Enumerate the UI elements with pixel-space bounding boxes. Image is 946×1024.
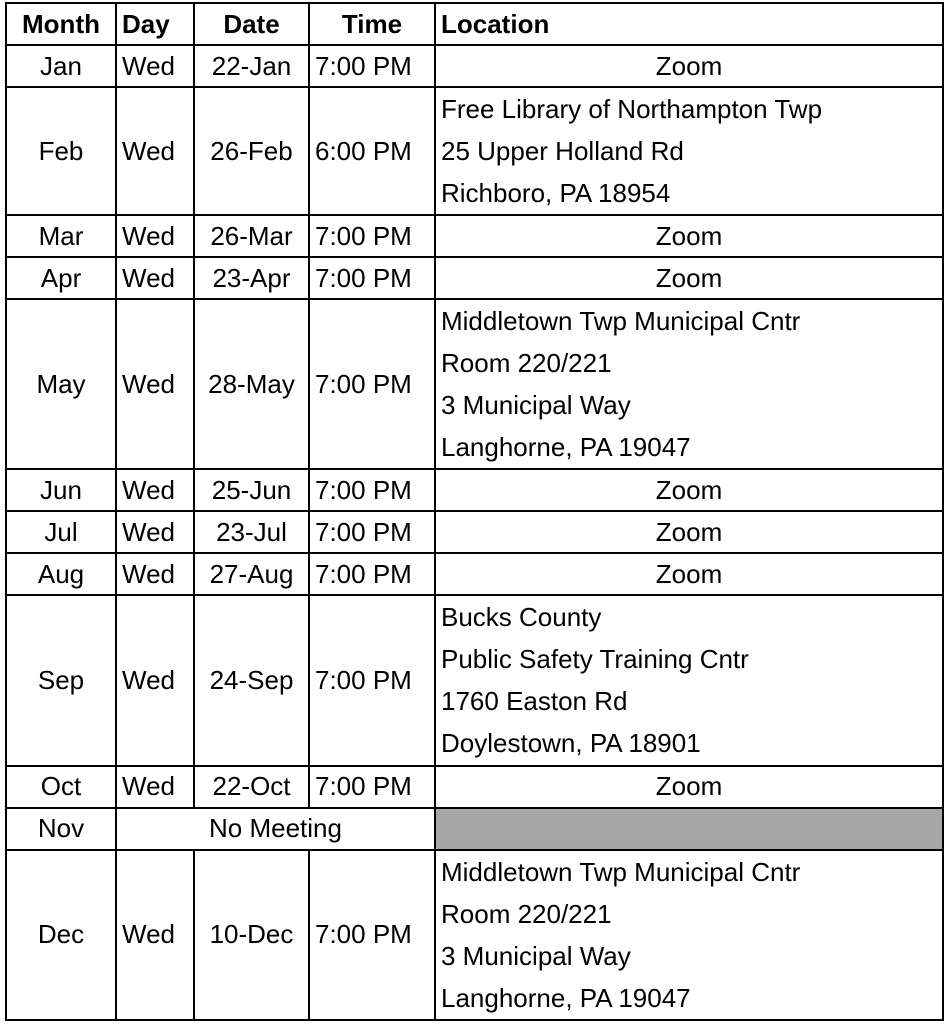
header-row [6,3,943,45]
table-row [6,766,943,808]
table-row [6,45,943,87]
date-cell: 10-Dec [194,850,309,1020]
location-line: Doylestown, PA 18901 [441,728,701,759]
location-cell: Zoom [435,215,943,257]
location-cell: Zoom [435,766,943,808]
month-cell: Mar [6,215,116,257]
date-cell: 25-Jun [194,469,309,511]
time-cell: 7:00 PM [309,511,435,553]
location-cell [435,850,943,1020]
meeting-schedule-table [5,2,944,1021]
table-row [6,299,943,469]
time-cell: 7:00 PM [309,45,435,87]
month-cell: May [6,299,116,469]
date-cell: 26-Feb [194,87,309,215]
month-cell: Apr [6,257,116,299]
month-cell: Oct [6,766,116,808]
month-cell: Jan [6,45,116,87]
time-cell: 7:00 PM [309,215,435,257]
date-cell: 27-Aug [194,553,309,595]
location-line: 3 Municipal Way [441,390,631,421]
no-meeting-fill [435,808,943,850]
table-row [6,87,943,215]
location-cell: Zoom [435,469,943,511]
location-cell [435,299,943,469]
time-cell: 7:00 PM [309,766,435,808]
header-time: Time [309,3,435,45]
location-line: Room 220/221 [441,348,612,379]
month-cell: Aug [6,553,116,595]
location-line: Bucks County [441,602,602,633]
header-month: Month [6,3,116,45]
location-line: Middletown Twp Municipal Cntr [441,306,801,337]
date-cell: 24-Sep [194,595,309,765]
date-cell: 22-Jan [194,45,309,87]
time-cell: 6:00 PM [309,87,435,215]
date-cell: 23-Jul [194,511,309,553]
day-cell: Wed [116,595,194,765]
location-line: Middletown Twp Municipal Cntr [441,856,801,887]
day-cell: Wed [116,87,194,215]
location-line: 25 Upper Holland Rd [441,136,684,167]
table-row [6,595,943,765]
day-cell: Wed [116,766,194,808]
location-cell: Zoom [435,45,943,87]
day-cell: Wed [116,469,194,511]
time-cell: 7:00 PM [309,595,435,765]
table-row [6,257,943,299]
table-row [6,553,943,595]
day-cell: Wed [116,45,194,87]
day-cell: Wed [116,850,194,1020]
month-cell: Jun [6,469,116,511]
no-meeting-cell: No Meeting [116,808,435,850]
location-line: Room 220/221 [441,898,612,929]
month-cell: Jul [6,511,116,553]
month-cell: Nov [6,808,116,850]
time-cell: 7:00 PM [309,469,435,511]
location-line: Richboro, PA 18954 [441,178,671,209]
day-cell: Wed [116,215,194,257]
day-cell: Wed [116,257,194,299]
header-location: Location [435,3,943,45]
date-cell: 22-Oct [194,766,309,808]
location-cell: Zoom [435,511,943,553]
time-cell: 7:00 PM [309,553,435,595]
month-cell: Sep [6,595,116,765]
day-cell: Wed [116,299,194,469]
header-date: Date [194,3,309,45]
location-line: Langhorne, PA 19047 [441,432,691,463]
location-line: 1760 Easton Rd [441,686,628,717]
header-day: Day [116,3,194,45]
schedule-body [6,45,943,1020]
location-cell: Zoom [435,257,943,299]
table-row [6,808,943,850]
location-cell: Zoom [435,553,943,595]
date-cell: 23-Apr [194,257,309,299]
date-cell: 28-May [194,299,309,469]
table-row [6,850,943,1020]
time-cell: 7:00 PM [309,850,435,1020]
location-line: 3 Municipal Way [441,940,631,971]
table-row [6,469,943,511]
time-cell: 7:00 PM [309,299,435,469]
location-line: Langhorne, PA 19047 [441,982,691,1013]
month-cell: Feb [6,87,116,215]
date-cell: 26-Mar [194,215,309,257]
day-cell: Wed [116,553,194,595]
time-cell: 7:00 PM [309,257,435,299]
day-cell: Wed [116,511,194,553]
month-cell: Dec [6,850,116,1020]
location-line: Public Safety Training Cntr [441,644,749,675]
location-cell [435,87,943,215]
location-line: Free Library of Northampton Twp [441,94,823,125]
location-cell [435,595,943,765]
table-row [6,215,943,257]
table-row [6,511,943,553]
